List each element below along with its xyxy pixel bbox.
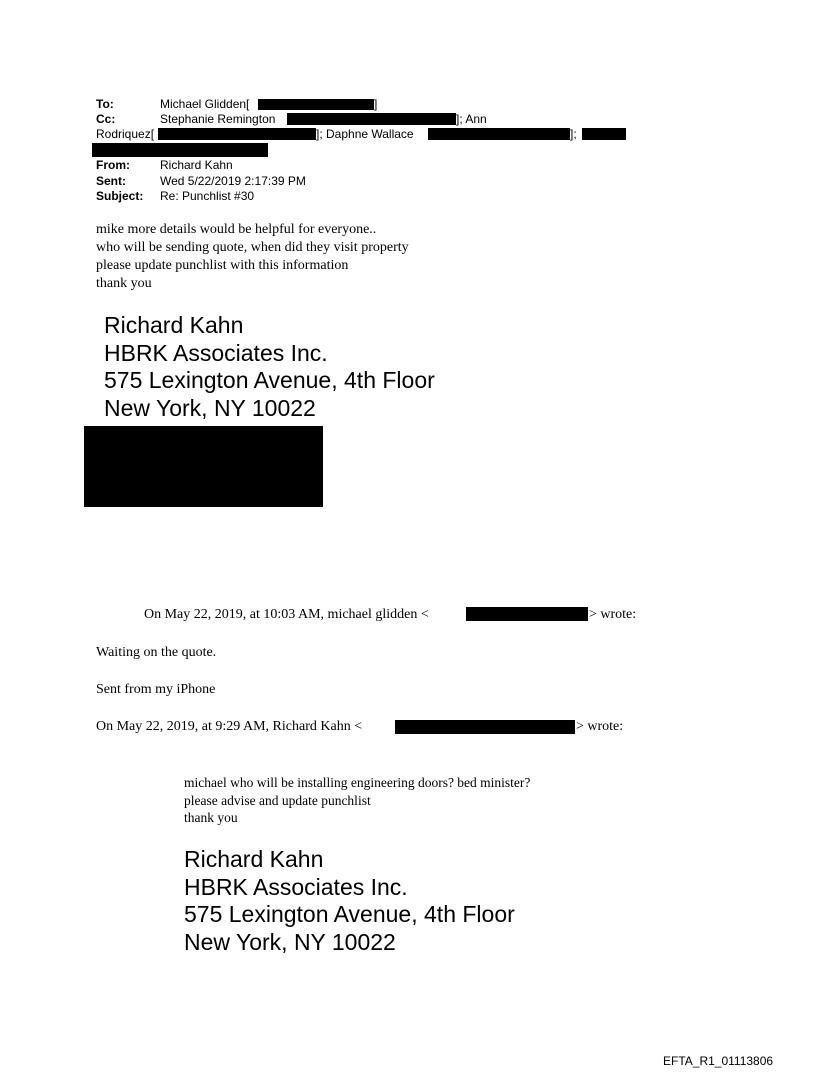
to-value: Michael Glidden[ bbox=[160, 97, 250, 111]
redaction-to-email bbox=[258, 99, 374, 110]
signature-company: HBRK Associates Inc. bbox=[184, 874, 408, 900]
cc-line2-end: ]; bbox=[570, 127, 577, 141]
cc-label: Cc: bbox=[96, 112, 116, 126]
cc-value: Stephanie Remington bbox=[160, 112, 276, 126]
sent-value: Wed 5/22/2019 2:17:39 PM bbox=[160, 174, 306, 188]
redaction-signature-block bbox=[84, 426, 323, 507]
signature-name: Richard Kahn bbox=[184, 846, 324, 872]
subject-value: Re: Punchlist #30 bbox=[160, 189, 255, 203]
cc-line2-name: Rodriquez[ bbox=[96, 127, 155, 141]
body-line: who will be sending quote, when did they visit property bbox=[96, 240, 409, 255]
subject-label: Subject: bbox=[96, 189, 144, 203]
body-line: please update punchlist with this information bbox=[96, 258, 349, 273]
body-line: thank you bbox=[96, 276, 152, 291]
to-close: ] bbox=[374, 97, 378, 111]
redaction-quote-email-2 bbox=[395, 720, 575, 734]
quote-message: Waiting on the quote. bbox=[96, 645, 217, 660]
signature-address: 575 Lexington Avenue, 4th Floor bbox=[104, 367, 435, 393]
quote-body-line: michael who will be installing engineering doors? bed minister? bbox=[184, 775, 531, 790]
body-line: mike more details would be helpful for everyone.. bbox=[96, 222, 377, 237]
quote-body-line: thank you bbox=[184, 810, 238, 825]
from-label: From: bbox=[96, 158, 130, 172]
to-label: To: bbox=[96, 97, 114, 111]
redaction-cc-email-2 bbox=[158, 128, 316, 140]
sent-label: Sent: bbox=[96, 174, 126, 188]
quote-intro: On May 22, 2019, at 9:29 AM, Richard Kahn < bbox=[96, 719, 363, 734]
quote-intro: On May 22, 2019, at 10:03 AM, michael glidden < bbox=[144, 607, 429, 622]
signature-company: HBRK Associates Inc. bbox=[104, 340, 328, 366]
signature-city: New York, NY 10022 bbox=[184, 929, 396, 955]
signature-city: New York, NY 10022 bbox=[104, 395, 316, 421]
from-value: Richard Kahn bbox=[160, 158, 233, 172]
quote-sent-from: Sent from my iPhone bbox=[96, 682, 216, 697]
quote-intro-end: > wrote: bbox=[576, 719, 624, 734]
redaction-quote-email bbox=[466, 607, 588, 621]
cc-ann: ]; Ann bbox=[456, 112, 487, 126]
redaction-cc-email-4 bbox=[582, 128, 626, 140]
document-id: EFTA_R1_01113806 bbox=[663, 1054, 774, 1068]
redaction-cc-line3 bbox=[92, 143, 268, 157]
signature-address: 575 Lexington Avenue, 4th Floor bbox=[184, 901, 515, 927]
signature-name: Richard Kahn bbox=[104, 312, 244, 338]
redaction-cc-email-3 bbox=[428, 128, 570, 140]
cc-line2-daphne: ]; Daphne Wallace bbox=[316, 127, 414, 141]
quote-body-line: please advise and update punchlist bbox=[184, 793, 371, 808]
quote-intro-end: > wrote: bbox=[589, 607, 637, 622]
redaction-cc-email bbox=[287, 113, 456, 125]
